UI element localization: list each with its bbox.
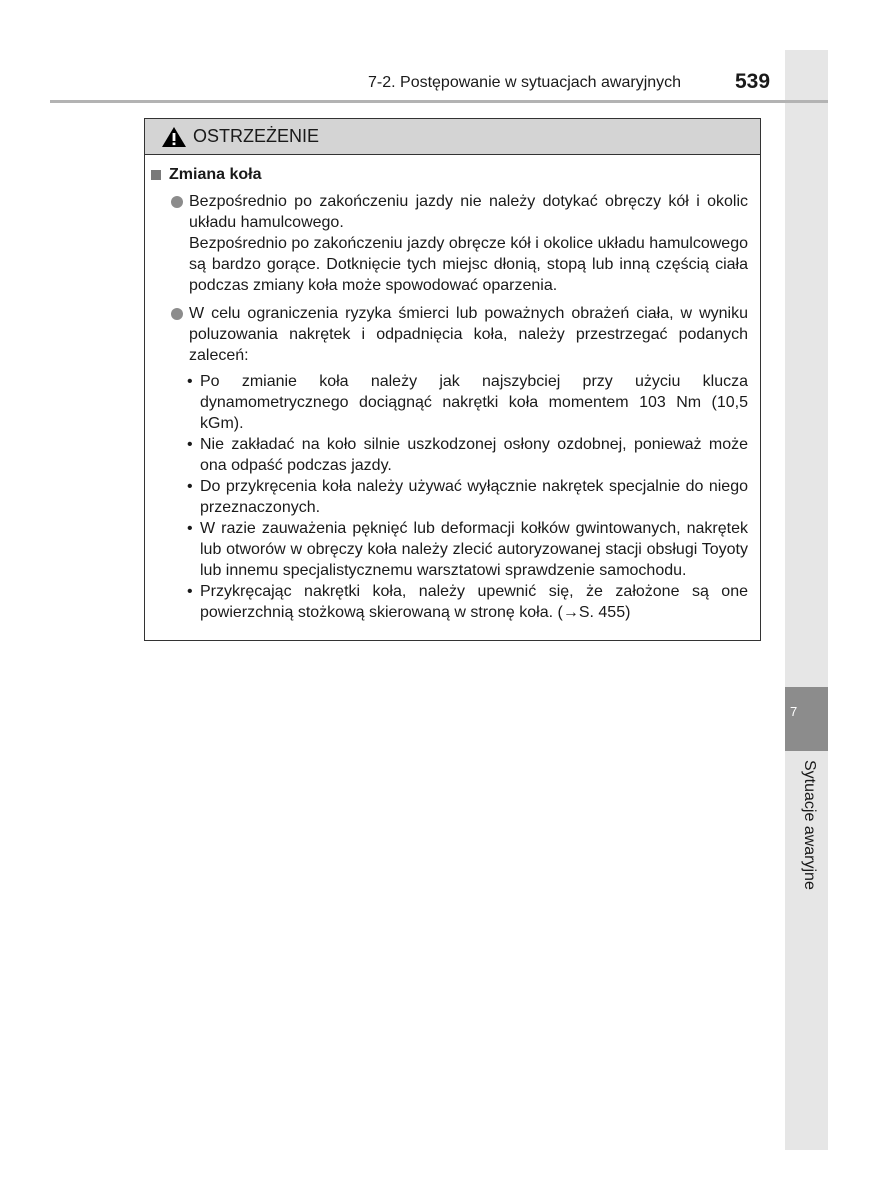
section-heading [151, 166, 261, 184]
list-item: • Do przykręcenia koła należy używać wyłącznie nakrętek specjalnie do niego przeznaczonych. [185, 476, 748, 518]
warning-box [144, 118, 761, 641]
running-header: 7-2. Postępowanie w sytuacjach awaryjnych [368, 74, 682, 91]
chapter-number: 7 [790, 704, 798, 719]
circle-bullet-icon [171, 308, 183, 320]
warning-title: OSTRZEŻENIE [193, 126, 320, 146]
list-item: • W razie zauważenia pęknięć lub deformacji kołków gwintowanych, nakrętek lub otworów w obręczy koła należy zlecić autoryzowanej stacji obsługi Toyoty lub innemu specjalistycznemu warsztatowi sprawdzenie samochodu. [185, 518, 748, 581]
recommendations-list [185, 371, 748, 623]
list-item: • Po zmianie koła należy jak najszybciej przy użyciu klucza dynamometrycznego dociągnąć nakrętki koła momentem 103 Nm (10,5 kGm). [185, 371, 748, 434]
list-item: • Przykręcając nakrętki koła, należy upewnić się, że założone są one powierzchnią stożkową skierowaną w stronę koła. (→S. 455) [185, 581, 748, 623]
side-strip [785, 50, 828, 1150]
warning-header [145, 119, 760, 155]
section-title: Zmiana koła [169, 166, 262, 183]
bullet1-line1: Bezpośrednio po zakończeniu jazdy nie należy dotykać obręczy kół i okolic układu hamulcowego. [189, 193, 748, 231]
bullet2-intro: W celu ograniczenia ryzyka śmierci lub poważnych obrażeń ciała, w wyniku poluzowania nakrętek i odpadnięcia koła, należy przestrzegać podanych zaleceń: [189, 305, 748, 364]
list-item: • Nie zakładać na koło silnie uszkodzonej osłony ozdobnej, ponieważ może ona odpaść podczas jazdy. [185, 434, 748, 476]
chapter-tab[interactable] [785, 687, 828, 751]
page-number: 539 [735, 70, 771, 93]
warning-triangle-icon [161, 126, 187, 148]
square-bullet-icon [151, 170, 161, 180]
circle-bullet-icon [171, 196, 183, 208]
chapter-title: Sytuacje awaryjne [801, 760, 818, 890]
bullet1-line2: Bezpośrednio po zakończeniu jazdy obręcze kół i okolice układu hamulcowego są bardzo gorące. Dotknięcie tych miejsc dłonią, stopą lub inną częścią ciała podczas zmiany koła może spowodować oparzenia. [189, 235, 748, 294]
header-divider [50, 100, 828, 103]
